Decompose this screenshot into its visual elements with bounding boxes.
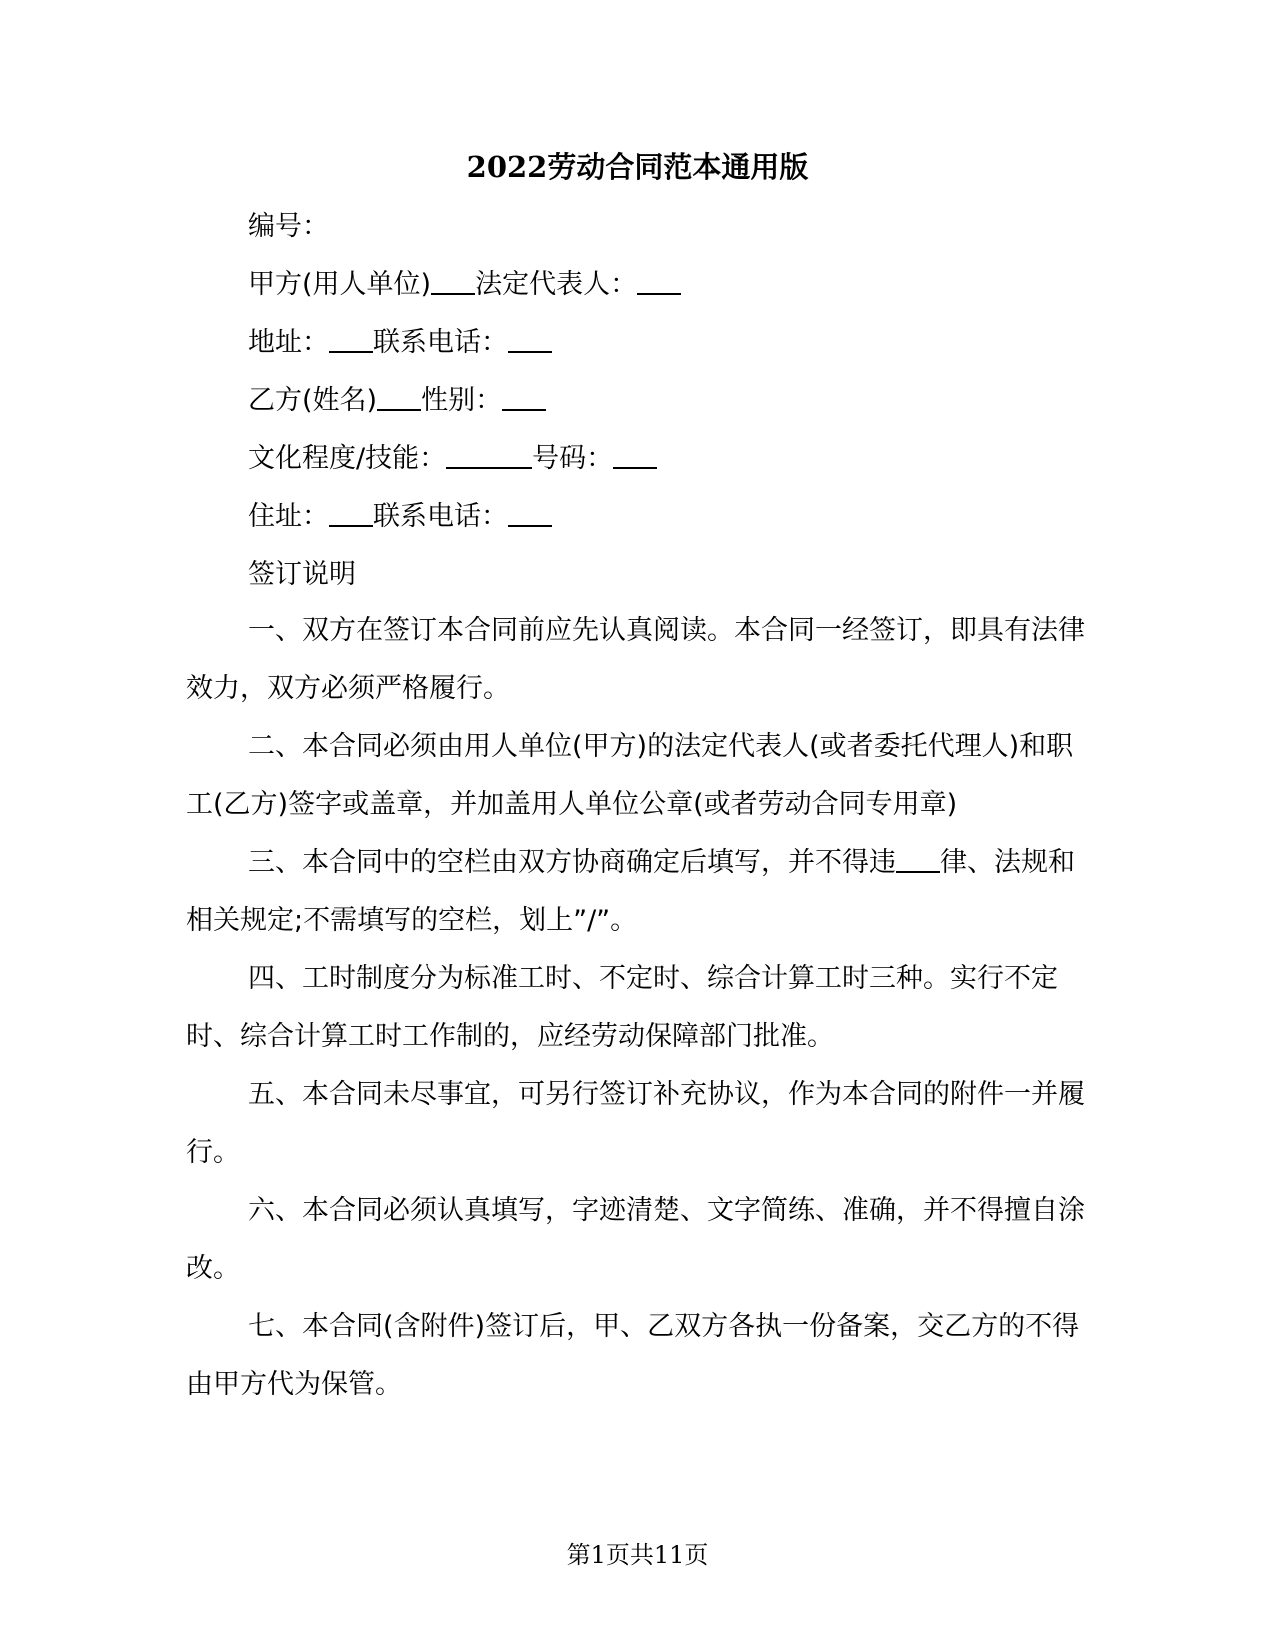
party-a-label: 甲方(用人单位) [248, 269, 432, 300]
legal-rep-blank[interactable] [637, 263, 681, 295]
number-blank[interactable] [613, 437, 657, 469]
serial-number-label: 编号： [248, 211, 329, 242]
phone-label-1: 联系电话： [373, 327, 508, 358]
party-b-label: 乙方(姓名) [248, 385, 378, 416]
page-footer: 第1页共11页 [566, 1541, 709, 1569]
number-label: 号码： [532, 443, 614, 474]
instruction-paragraph-2: 二、本合同必须由用人单位(甲方)的法定代表人(或者委托代理人)和职工(乙方)签字或盖章，并加盖用人单位公章(或者劳动合同专用章) [186, 731, 1074, 820]
instruction-paragraph-3 [186, 834, 1086, 950]
residence-blank[interactable] [329, 495, 373, 527]
residence-row [248, 488, 681, 546]
address-label: 地址： [248, 327, 329, 358]
party-b-blank[interactable] [377, 379, 421, 411]
party-a-blank[interactable] [431, 263, 475, 295]
instruction-paragraph-3-end: 律、法规和相关规定;不需填写的空栏，划上”/”。 [186, 847, 1075, 936]
education-blank[interactable] [446, 437, 532, 469]
instruction-blank [896, 841, 940, 873]
party-a-row [248, 256, 681, 314]
serial-number-row [248, 198, 681, 256]
residence-label: 住址： [248, 501, 329, 532]
contract-fields [248, 198, 681, 604]
phone-label-2: 联系电话： [373, 501, 508, 532]
education-row [248, 430, 681, 488]
address-blank[interactable] [329, 321, 373, 353]
instruction-paragraph-4: 四、工时制度分为标准工时、不定时、综合计算工时三种。实行不定时、综合计算工时工作制的，应经劳动保障部门批准。 [186, 963, 1058, 1052]
section-heading: 签订说明 [248, 559, 356, 590]
gender-blank[interactable] [502, 379, 546, 411]
phone-blank-2[interactable] [508, 495, 552, 527]
instruction-paragraph-6: 六、本合同必须认真填写，字迹清楚、文字简练、准确，并不得擅自涂改。 [186, 1195, 1085, 1284]
instruction-paragraph-3-start: 三、本合同中的空栏由双方协商确定后填写，并不得违 [248, 847, 896, 878]
education-label: 文化程度/技能： [248, 443, 447, 474]
instruction-paragraph-5: 五、本合同未尽事宜，可另行签订补充协议，作为本合同的附件一并履行。 [186, 1079, 1085, 1168]
legal-rep-label: 法定代表人： [475, 269, 638, 300]
gender-label: 性别： [421, 385, 503, 416]
phone-blank-1[interactable] [508, 321, 552, 353]
document-title: 2022劳动合同范本通用版 [466, 150, 809, 184]
instruction-paragraph-7: 七、本合同(含附件)签订后，甲、乙双方各执一份备案，交乙方的不得由甲方代为保管。 [186, 1311, 1080, 1400]
party-b-row [248, 372, 681, 430]
instruction-paragraph-1: 一、双方在签订本合同前应先认真阅读。本合同一经签订，即具有法律效力，双方必须严格履行。 [186, 615, 1085, 704]
signing-instructions [186, 602, 1086, 1414]
address-row [248, 314, 681, 372]
